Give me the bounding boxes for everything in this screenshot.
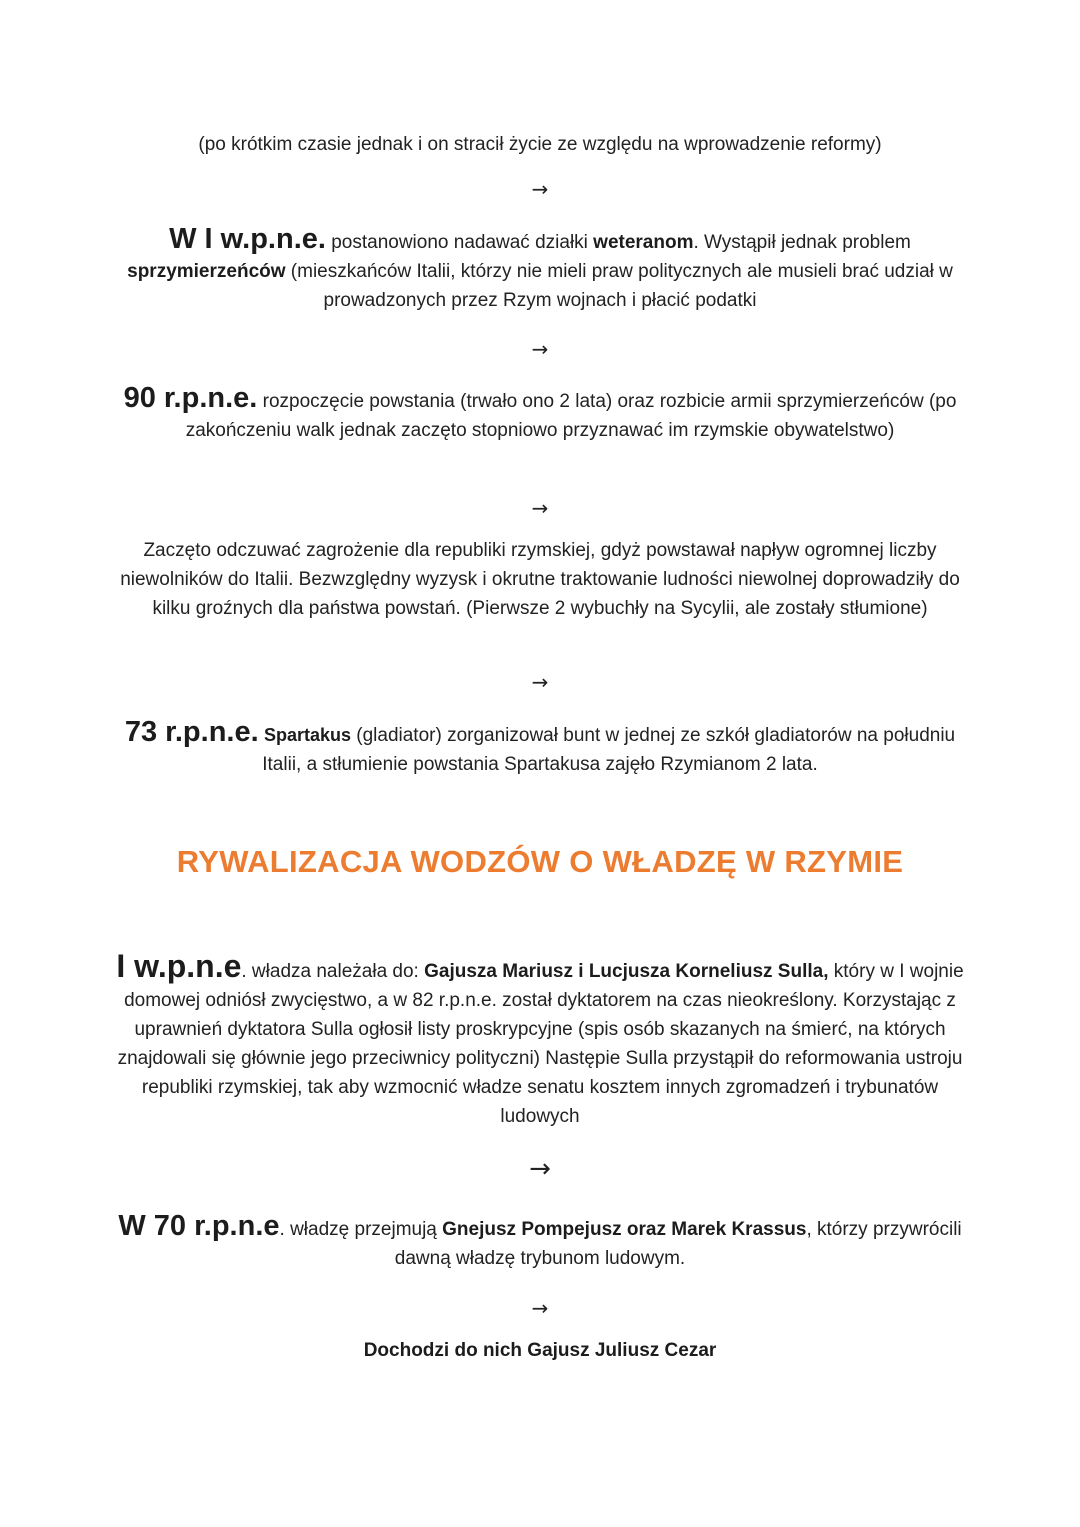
arrow-3: →	[531, 496, 549, 520]
paragraph-caesar: Dochodzi do nich Gajusz Juliusz Cezar	[363, 1340, 717, 1361]
date-70bc: W 70 r.p.n.e	[118, 1210, 280, 1242]
paragraph-spartacus: 73 r.p.n.e. Spartakus (gladiator) zorganizował bunt w jednej ze szkół gladiatorów na południu Italii, a stłumienie powstania Spartakusa zajęło Rzymianom 2 lata.	[124, 716, 956, 775]
arrow-5: →	[529, 1154, 551, 1184]
arrow-1: →	[531, 177, 549, 201]
date-73bc: 73 r.p.n.e.	[124, 716, 259, 748]
section-heading: RYWALIZACJA WODZÓW O WŁADZĘ W RZYMIE	[176, 844, 904, 879]
date-1st-century-bc-2: I w.p.n.e	[116, 948, 242, 984]
paragraph-veterans: W I w.p.n.e. postanowiono nadawać działki weteranom. Wystąpił jednak problem sprzymierzeńców (mieszkańców Italii, którzy nie mieli praw politycznych ale musieli brać udział w prowadzonych przez Rzym wojnach i płacić podatki	[127, 223, 953, 311]
paragraph-sulla: I w.p.n.e. władza należała do: Gajusza Mariusz i Lucjusza Korneliusz Sulla, który w I wojnie domowej odniósł zwycięstwo, a w 82 r.p.n.e. został dyktatorem na czas nieokreślony. Korzystając z uprawnień dyktatora Sulla ogłosił listy proskrypcyjne (spis osób skazanych na śmierć, na których znajdowali się głównie jego przeciwnicy polityczni) Następie Sulla przystąpił do reformowania ustroju republiki rzymskiej, tak aby wzmocnić władze senatu kosztem innych zgromadzeń i trybunatów ludowych	[116, 948, 964, 1127]
paragraph-reform-death: (po krótkim czasie jednak i on stracił życie ze względu na wprowadzenie reformy)	[198, 134, 882, 155]
paragraph-90bc-uprising: 90 r.p.n.e. rozpoczęcie powstania (trwało ono 2 lata) oraz rozbicie armii sprzymierzeńców (po zakończeniu walk jednak zaczęto stopniowo przyznawać im rzymskie obywatelstwo)	[123, 382, 957, 441]
paragraph-pompey-crassus: W 70 r.p.n.e. władzę przejmują Gnejusz Pompejusz oraz Marek Krassus, którzy przywrócili dawną władzę trybunom ludowym.	[118, 1210, 962, 1269]
arrow-2: →	[531, 337, 549, 361]
paragraph-slave-threat: Zaczęto odczuwać zagrożenie dla republiki rzymskiej, gdyż powstawał napływ ogromnej liczby niewolników do Italii. Bezwzględny wyzysk i okrutne traktowanie ludności niewolnej doprowadziły do kilku groźnych dla państwa powstań. (Pierwsze 2 wybuchły na Sycylii, ale zostały stłumione)	[120, 540, 960, 619]
arrow-6: →	[531, 1296, 549, 1320]
date-90bc: 90 r.p.n.e.	[123, 382, 258, 414]
date-1st-century-bc: W I w.p.n.e.	[169, 223, 326, 255]
arrow-4: →	[531, 670, 549, 694]
